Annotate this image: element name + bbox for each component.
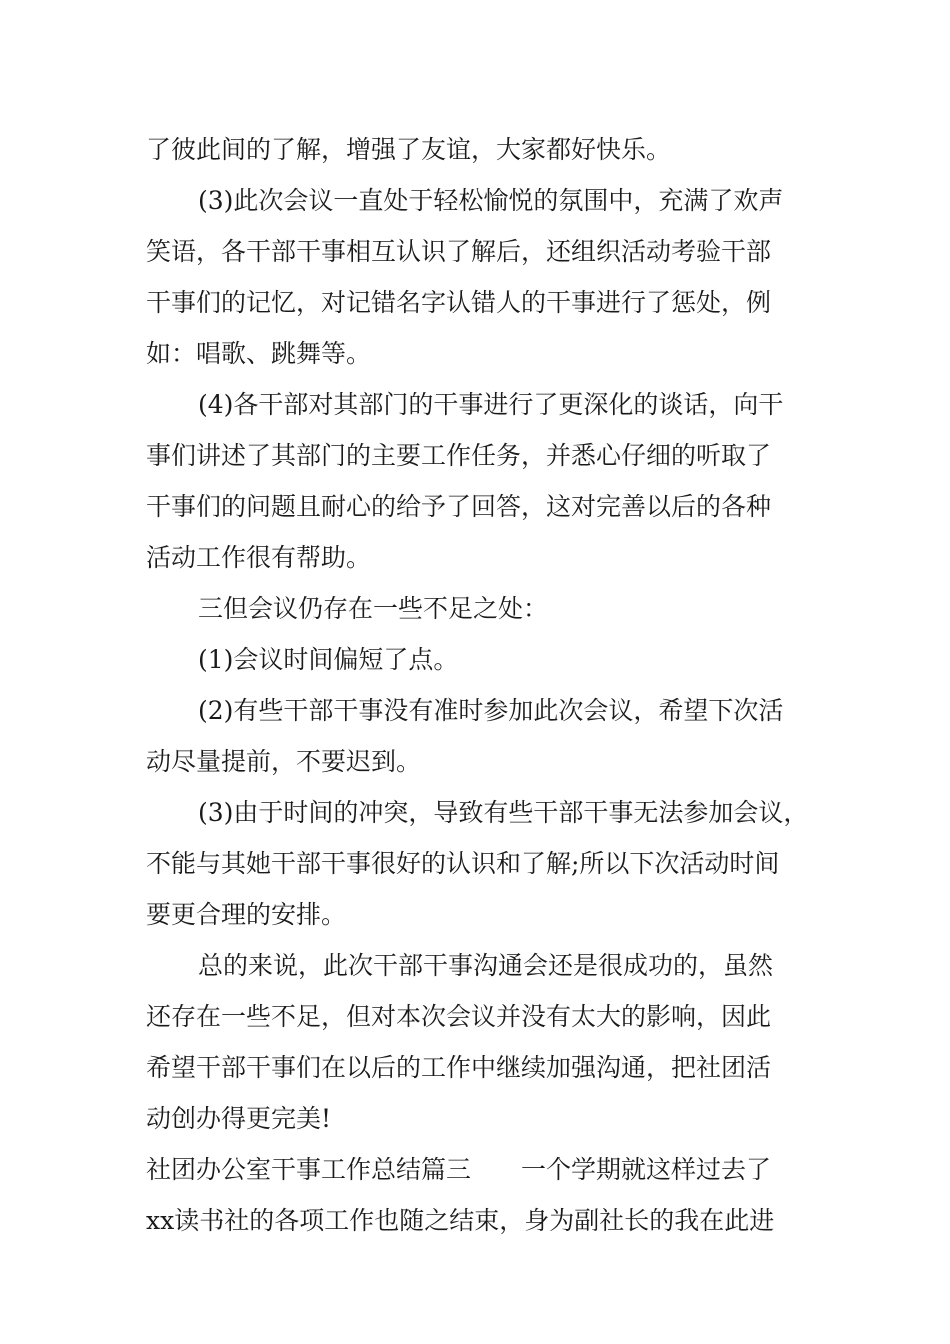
text-line: 干事们的记忆，对记错名字认错人的干事进行了惩处，例 [146, 288, 772, 317]
text-line: 希望干部干事们在以后的工作中继续加强沟通，把社团活 [146, 1053, 772, 1082]
text-line: 社团办公室干事工作总结篇三 一个学期就这样过去了 [146, 1155, 772, 1184]
text-line: 如：唱歌、跳舞等。 [146, 339, 372, 368]
text-line: xx读书社的各项工作也随之结束，身为副社长的我在此进 [146, 1206, 775, 1235]
text-line: (1)会议时间偏短了点。 [198, 645, 459, 674]
text-line: 要更合理的安排。 [146, 900, 347, 929]
text-line: 动创办得更完美! [146, 1104, 332, 1133]
text-line: (3)由于时间的冲突，导致有些干部干事无法参加会议， [198, 798, 809, 827]
text-line: 动尽量提前，不要迟到。 [146, 747, 422, 776]
text-line: 总的来说，此次干部干事沟通会还是很成功的，虽然 [198, 951, 774, 980]
text-line: 笑语，各干部干事相互认识了解后，还组织活动考验干部 [146, 237, 772, 266]
text-line: 干事们的问题且耐心的给予了回答，这对完善以后的各种 [146, 492, 772, 521]
text-line: (4)各干部对其部门的干事进行了更深化的谈话，向干 [198, 390, 784, 419]
text-line: 还存在一些不足，但对本次会议并没有太大的影响，因此 [146, 1002, 772, 1031]
text-line: 不能与其她干部干事很好的认识和了解;所以下次活动时间 [146, 849, 780, 878]
text-line: 活动工作很有帮助。 [146, 543, 372, 572]
text-line: 事们讲述了其部门的主要工作任务，并悉心仔细的听取了 [146, 441, 772, 470]
text-line: 三但会议仍存在一些不足之处： [198, 594, 549, 623]
text-line: (2)有些干部干事没有准时参加此次会议，希望下次活 [198, 696, 784, 725]
document-body [146, 124, 811, 1246]
text-line: (3)此次会议一直处于轻松愉悦的氛围中，充满了欢声 [198, 186, 784, 215]
text-line: 了彼此间的了解，增强了友谊，大家都好快乐。 [146, 135, 672, 164]
